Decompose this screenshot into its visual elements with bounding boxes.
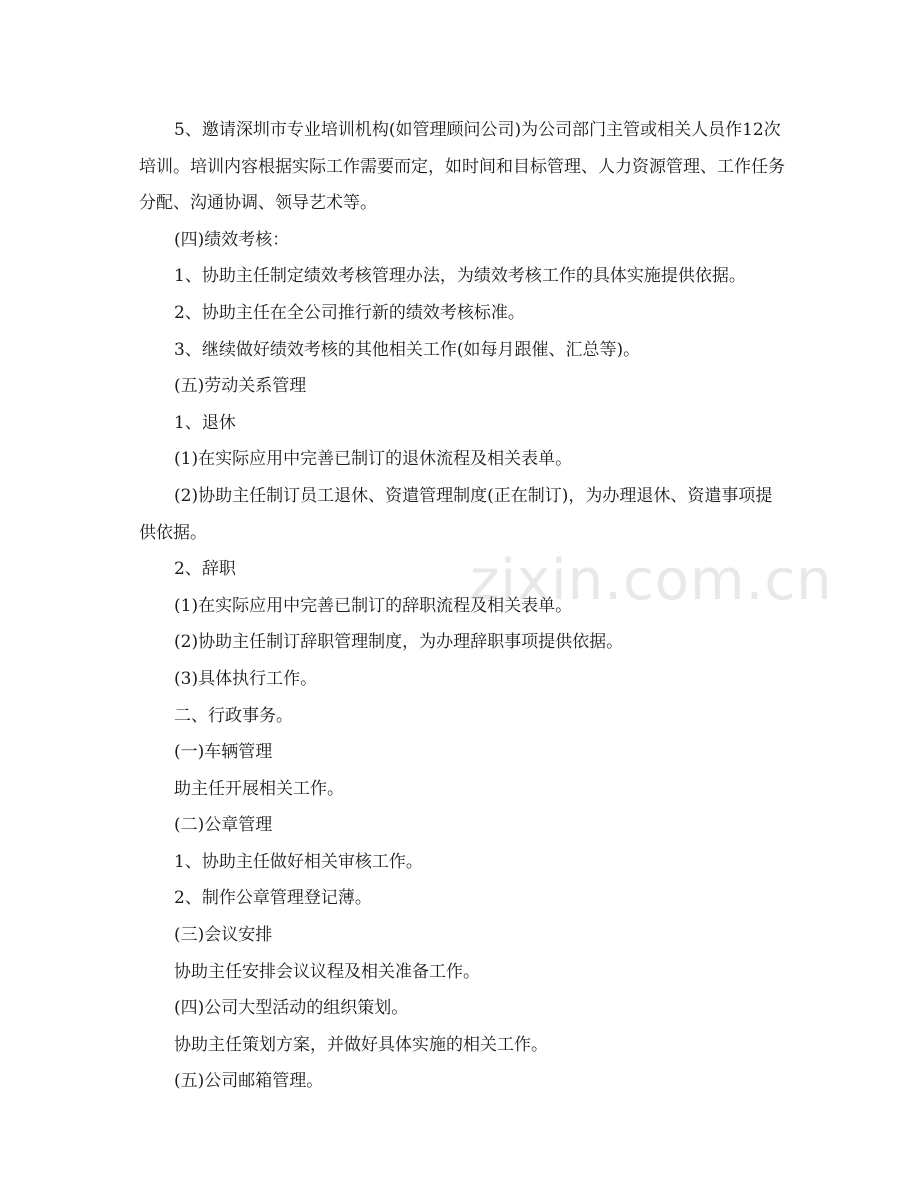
section-heading: (三)会议安排 bbox=[174, 925, 273, 946]
watermark: zixin.com.cn bbox=[470, 548, 833, 613]
paragraph: (1)在实际应用中完善已制订的辞职流程及相关表单。 bbox=[174, 595, 573, 616]
paragraph: 2、制作公章管理登记薄。 bbox=[174, 888, 372, 909]
section-heading: (一)车辆管理 bbox=[174, 742, 273, 763]
paragraph: (2)协助主任制订辞职管理制度，为办理辞职事项提供依据。 bbox=[174, 632, 624, 653]
paragraph: 2、协助主任在全公司推行新的绩效考核标准。 bbox=[174, 302, 525, 323]
document-body bbox=[139, 112, 789, 1100]
paragraph: 3、继续做好绩效考核的其他相关工作(如每月跟催、汇总等)。 bbox=[174, 339, 641, 360]
paragraph: 协助主任安排会议议程及相关准备工作。 bbox=[174, 961, 480, 982]
paragraph: 5、邀请深圳市专业培训机构(如管理顾问公司)为公司部门主管或相关人员作12次培训。培训内容根据实际工作需要而定，如时间和目标管理、人力资源管理、工作任务分配、沟通协调、领导艺术等。 bbox=[139, 120, 785, 214]
paragraph: 1、协助主任做好相关审核工作。 bbox=[174, 851, 423, 872]
section-heading: (二)公章管理 bbox=[174, 815, 273, 836]
paragraph: (3)具体执行工作。 bbox=[174, 668, 318, 689]
paragraph: (2)协助主任制订员工退休、资遣管理制度(正在制订)，为办理退休、资遣事项提供依据。 bbox=[139, 485, 773, 543]
section-heading: (五)劳动关系管理 bbox=[174, 376, 307, 397]
paragraph: 1、协助主任制定绩效考核管理办法，为绩效考核工作的具体实施提供依据。 bbox=[174, 266, 746, 287]
section-heading: (四)公司大型活动的组织策划。 bbox=[174, 998, 409, 1019]
paragraph: 协助主任策划方案，并做好具体实施的相关工作。 bbox=[174, 1034, 548, 1055]
section-heading: (四)绩效考核： bbox=[174, 229, 290, 250]
subsection-heading: 2、辞职 bbox=[174, 559, 236, 580]
chapter-heading: 二、行政事务。 bbox=[174, 705, 293, 726]
paragraph: (1)在实际应用中完善已制订的退休流程及相关表单。 bbox=[174, 449, 573, 470]
subsection-heading: 1、退休 bbox=[174, 412, 236, 433]
paragraph: 助主任开展相关工作。 bbox=[174, 778, 344, 799]
section-heading: (五)公司邮箱管理。 bbox=[174, 1071, 324, 1092]
